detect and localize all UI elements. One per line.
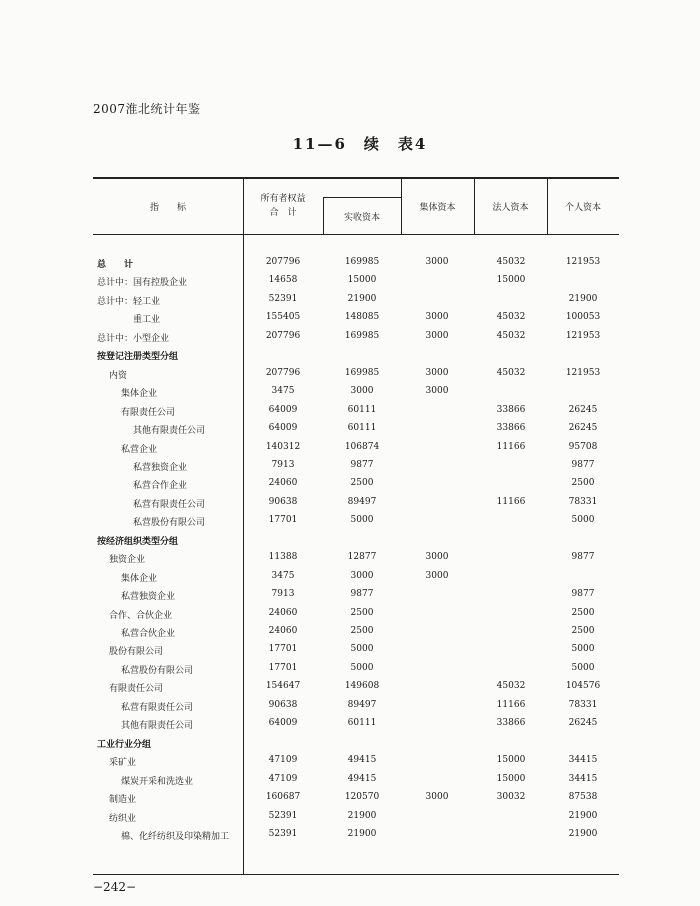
cell-value: 3000 (425, 312, 449, 323)
row-label: 内资 (109, 370, 128, 381)
row-label: 私营有限责任公司 (121, 702, 194, 713)
table-row (0, 423, 700, 441)
row-label: 总 计 (97, 260, 134, 270)
cell-value: 3000 (425, 330, 449, 341)
table-row (0, 478, 700, 496)
table-row (0, 386, 700, 404)
row-label: 总计中：国有控股企业 (97, 278, 188, 289)
table-row (0, 294, 700, 312)
row-label: 其他有限责任公司 (133, 426, 206, 437)
cell-value: 3000 (425, 552, 449, 563)
row-label: 集体企业 (121, 389, 158, 400)
table-row (0, 700, 700, 718)
cell-value: 104576 (565, 681, 601, 692)
row-label: 私营企业 (121, 444, 158, 455)
cell-value: 21900 (568, 810, 598, 821)
cell-value: 2500 (571, 478, 595, 489)
cell-value: 207796 (265, 367, 301, 378)
cell-value: 78331 (568, 699, 598, 710)
table-row (0, 829, 700, 847)
row-label: 集体企业 (121, 573, 158, 584)
cell-value: 9877 (571, 459, 595, 470)
cell-value: 24060 (268, 626, 298, 636)
cell-value: 26245 (568, 718, 598, 729)
table-row (0, 349, 700, 367)
cell-value: 9877 (571, 589, 595, 600)
page-number: −242− (93, 880, 137, 894)
cell-value: 17701 (268, 515, 298, 526)
cell-value: 148085 (344, 312, 380, 323)
row-label: 私营股份有限公司 (121, 665, 194, 676)
table-row (0, 626, 700, 644)
header-bottom-rule (93, 234, 619, 235)
cell-value: 21900 (347, 828, 377, 839)
table-row (0, 442, 700, 460)
cell-value: 24060 (268, 607, 298, 618)
row-label: 煤炭开采和洗选业 (121, 776, 194, 787)
cell-value: 45032 (496, 330, 526, 341)
table-top-rule (93, 177, 619, 179)
table-row (0, 368, 700, 386)
cell-value: 90638 (268, 496, 298, 507)
row-label: 私营独资企业 (121, 592, 176, 603)
row-label: 总计中：小型企业 (97, 333, 170, 344)
cell-value: 34415 (568, 773, 598, 784)
header-collective-capital: 集体资本 (419, 203, 456, 213)
cell-value: 60111 (347, 718, 377, 729)
cell-value: 100053 (565, 312, 601, 323)
header-owner-equity-total: 所有者权益 合 计 (260, 194, 306, 218)
cell-value: 34415 (568, 755, 598, 766)
cell-value: 3000 (425, 792, 449, 803)
cell-value: 106874 (344, 441, 380, 452)
table-row (0, 774, 700, 792)
header-legal-person-capital: 法人资本 (492, 203, 529, 213)
cell-value: 121953 (565, 367, 601, 378)
paid-in-subheader-rule (323, 197, 401, 198)
row-label: 私营独资企业 (133, 462, 188, 473)
cell-value: 15000 (496, 773, 526, 784)
cell-value: 3000 (425, 386, 449, 397)
cell-value: 5000 (350, 662, 374, 673)
cell-value: 9877 (350, 589, 374, 600)
cell-value: 160687 (265, 792, 301, 803)
cell-value: 33866 (496, 718, 526, 729)
cell-value: 64009 (268, 718, 298, 729)
table-row (0, 681, 700, 699)
table-row (0, 257, 700, 275)
cell-value: 87538 (568, 792, 598, 803)
table-row (0, 644, 700, 662)
table-row (0, 755, 700, 773)
table-row (0, 515, 700, 533)
cell-value: 14658 (268, 275, 298, 286)
cell-value: 2500 (571, 607, 595, 618)
row-label: 私营有限责任公司 (133, 499, 206, 510)
cell-value: 21900 (568, 293, 598, 304)
cell-value: 140312 (265, 441, 301, 452)
cell-value: 17701 (268, 662, 298, 673)
cell-value: 60111 (347, 404, 377, 415)
row-label: 私营股份有限公司 (133, 518, 206, 529)
table-row (0, 497, 700, 515)
table-row (0, 608, 700, 626)
cell-value: 5000 (350, 515, 374, 526)
header-paid-in-capital: 实收资本 (343, 213, 380, 223)
cell-value: 5000 (571, 662, 595, 673)
cell-value: 2500 (350, 607, 374, 618)
cell-value: 3000 (350, 570, 374, 581)
cell-value: 5000 (350, 644, 374, 655)
cell-value: 30032 (496, 792, 526, 803)
table-bottom-rule (93, 874, 619, 875)
row-label: 独资企业 (109, 555, 146, 566)
cell-value: 49415 (347, 773, 377, 784)
row-label: 重工业 (133, 315, 161, 326)
row-label: 总计中：轻工业 (97, 296, 161, 307)
cell-value: 60111 (347, 423, 377, 434)
cell-value: 2500 (571, 626, 595, 636)
cell-value: 52391 (268, 810, 298, 821)
cell-value: 121953 (565, 257, 601, 267)
row-label: 采矿业 (109, 758, 137, 769)
cell-value: 21900 (347, 810, 377, 821)
table-row (0, 663, 700, 681)
cell-value: 9877 (350, 459, 374, 470)
cell-value: 3475 (271, 386, 295, 397)
cell-value: 5000 (571, 644, 595, 655)
cell-value: 21900 (568, 828, 598, 839)
row-label: 制造业 (109, 795, 137, 806)
header-indicator: 指 标 (149, 203, 186, 213)
table-row (0, 811, 700, 829)
cell-value: 169985 (344, 330, 380, 341)
cell-value: 26245 (568, 423, 598, 434)
cell-value: 47109 (268, 773, 298, 784)
table-row (0, 552, 700, 570)
cell-value: 149608 (344, 681, 380, 692)
cell-value: 7913 (271, 459, 295, 470)
table-row (0, 737, 700, 755)
cell-value: 3000 (425, 570, 449, 581)
cell-value: 207796 (265, 330, 301, 341)
cell-value: 26245 (568, 404, 598, 415)
table-row (0, 792, 700, 810)
header-individual-capital: 个人资本 (564, 203, 601, 213)
row-label: 有限责任公司 (109, 684, 164, 695)
cell-value: 3475 (271, 570, 295, 581)
cell-value: 49415 (347, 755, 377, 766)
row-label: 私营合伙企业 (121, 629, 176, 639)
cell-value: 169985 (344, 257, 380, 267)
cell-value: 7913 (271, 589, 295, 600)
cell-value: 95708 (568, 441, 598, 452)
cell-value: 15000 (496, 275, 526, 286)
cell-value: 3000 (350, 386, 374, 397)
cell-value: 120570 (344, 792, 380, 803)
cell-value: 3000 (425, 367, 449, 378)
cell-value: 33866 (496, 423, 526, 434)
cell-value: 90638 (268, 699, 298, 710)
cell-value: 24060 (268, 478, 298, 489)
table-row (0, 571, 700, 589)
cell-value: 11388 (268, 552, 298, 563)
cell-value: 15000 (496, 755, 526, 766)
cell-value: 33866 (496, 404, 526, 415)
cell-value: 45032 (496, 312, 526, 323)
cell-value: 2500 (350, 626, 374, 636)
cell-value: 11166 (496, 496, 526, 507)
cell-value: 52391 (268, 293, 298, 304)
cell-value: 207796 (265, 257, 301, 267)
cell-value: 78331 (568, 496, 598, 507)
table-row (0, 312, 700, 330)
cell-value: 52391 (268, 828, 298, 839)
cell-value: 121953 (565, 330, 601, 341)
table-title: 11—6 续 表4 (292, 135, 428, 153)
row-label: 按登记注册类型分组 (97, 352, 179, 363)
row-label: 股份有限公司 (109, 647, 164, 658)
table-row (0, 331, 700, 349)
cell-value: 21900 (347, 293, 377, 304)
cell-value: 9877 (571, 552, 595, 563)
cell-value: 17701 (268, 644, 298, 655)
cell-value: 47109 (268, 755, 298, 766)
cell-value: 2500 (350, 478, 374, 489)
table-row (0, 718, 700, 736)
table-row (0, 275, 700, 293)
cell-value: 15000 (347, 275, 377, 286)
table-row (0, 534, 700, 552)
row-label: 棉、化纤纺织及印染精加工 (121, 831, 230, 842)
row-label: 合作、合伙企业 (109, 610, 173, 621)
cell-value: 11166 (496, 699, 526, 710)
row-label: 有限责任公司 (121, 407, 176, 418)
row-label: 按经济组织类型分组 (97, 536, 179, 547)
row-label: 其他有限责任公司 (121, 721, 194, 732)
table-row (0, 405, 700, 423)
table-row (0, 460, 700, 478)
yearbook-header: 2007淮北统计年鉴 (93, 102, 201, 116)
cell-value: 3000 (425, 257, 449, 267)
cell-value: 89497 (347, 496, 377, 507)
cell-value: 64009 (268, 404, 298, 415)
cell-value: 169985 (344, 367, 380, 378)
cell-value: 11166 (496, 441, 526, 452)
row-label: 纺织业 (109, 813, 137, 824)
row-label: 工业行业分组 (97, 739, 152, 750)
cell-value: 64009 (268, 423, 298, 434)
row-label: 私营合作企业 (133, 481, 188, 492)
cell-value: 5000 (571, 515, 595, 526)
table-row (0, 589, 700, 607)
cell-value: 154647 (265, 681, 301, 692)
cell-value: 89497 (347, 699, 377, 710)
cell-value: 45032 (496, 681, 526, 692)
cell-value: 155405 (265, 312, 301, 323)
cell-value: 12877 (347, 552, 377, 563)
cell-value: 45032 (496, 257, 526, 267)
cell-value: 45032 (496, 367, 526, 378)
